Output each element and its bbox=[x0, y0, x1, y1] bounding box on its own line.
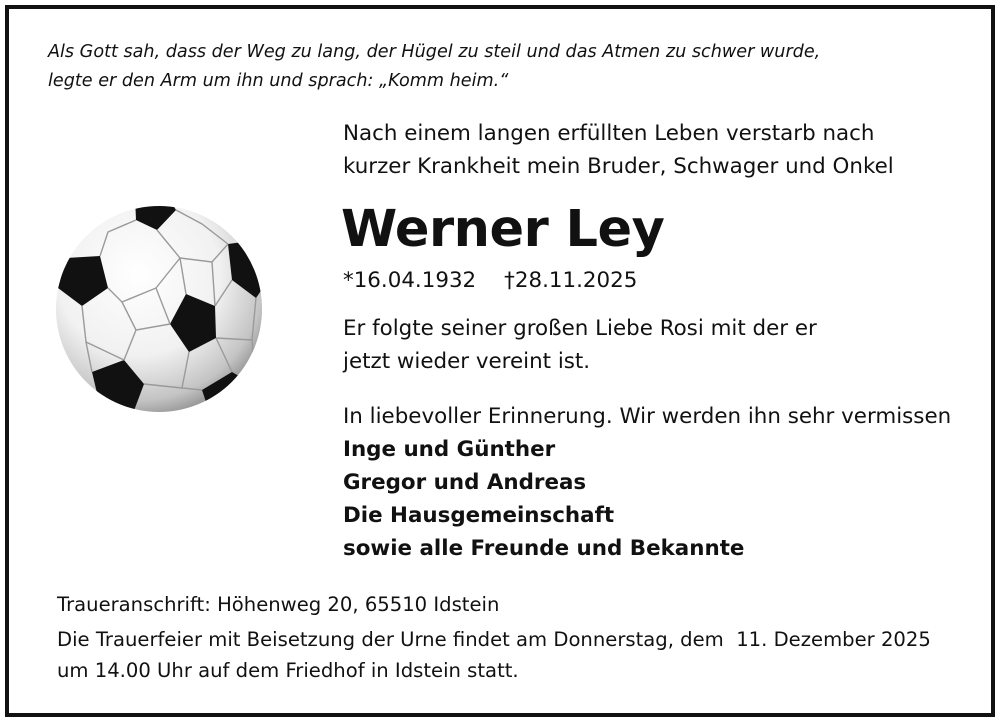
death-date: †28.11.2025 bbox=[504, 268, 638, 293]
ceremony-line: um 14.00 Uhr auf dem Friedhof in Idstein statt. bbox=[57, 659, 519, 682]
birth-date: *16.04.1932 bbox=[343, 268, 477, 293]
mourners-list bbox=[343, 433, 744, 565]
soccer-ball-icon bbox=[52, 202, 268, 418]
mourner-name: Inge und Günther bbox=[343, 437, 556, 462]
memory-line: In liebevoller Erinnerung. Wir werden ihn sehr vermissen bbox=[343, 404, 952, 429]
intro-line: Nach einem langen erfüllten Leben verstarb nach bbox=[343, 121, 875, 146]
mourner-name: Die Hausgemeinschaft bbox=[343, 503, 615, 528]
ceremony-details bbox=[57, 624, 931, 686]
motto-quote bbox=[48, 38, 820, 96]
motto-line: legte er den Arm um ihn und sprach: „Komm heim.“ bbox=[48, 71, 509, 91]
motto-line: Als Gott sah, dass der Weg zu lang, der Hügel zu steil und das Atmen zu schwer wurde, bbox=[48, 42, 821, 62]
life-dates bbox=[343, 266, 637, 296]
intro-text bbox=[343, 117, 894, 183]
reunion-line: jetzt wieder vereint ist. bbox=[343, 349, 591, 374]
reunion-text bbox=[343, 312, 817, 378]
reunion-line: Er folgte seiner großen Liebe Rosi mit der er bbox=[343, 316, 817, 341]
ceremony-line: Die Trauerfeier mit Beisetzung der Urne findet am Donnerstag, dem 11. Dezember 2025 bbox=[57, 628, 931, 651]
mourning-address: Traueranschrift: Höhenweg 20, 65510 Idstein bbox=[57, 593, 500, 616]
deceased-name: Werner Ley bbox=[341, 200, 665, 259]
intro-line: kurzer Krankheit mein Bruder, Schwager und Onkel bbox=[343, 154, 894, 179]
mourner-name: Gregor und Andreas bbox=[343, 470, 587, 495]
mourner-name: sowie alle Freunde und Bekannte bbox=[343, 536, 745, 561]
